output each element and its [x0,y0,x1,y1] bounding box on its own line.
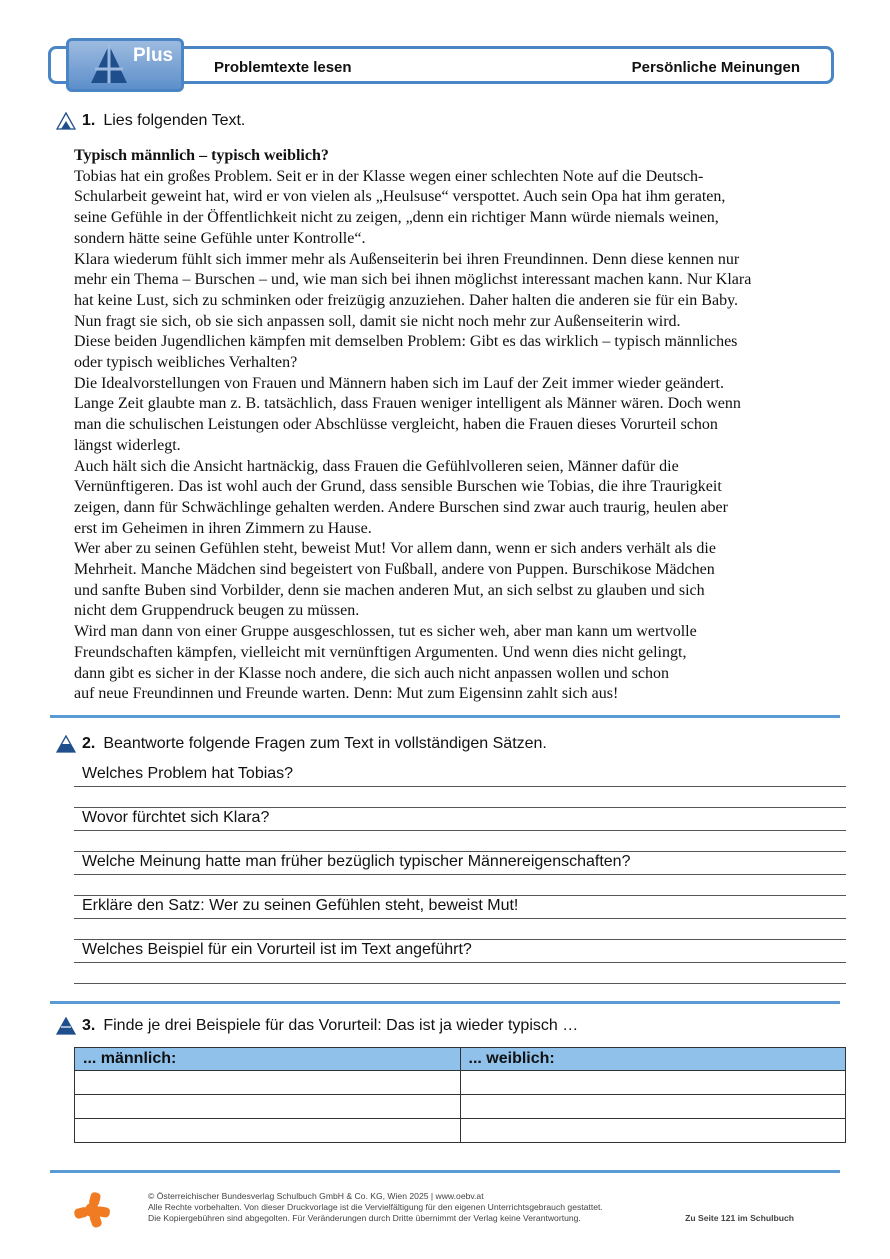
reading-line: Diese beiden Jugendlichen kämpfen mit demselben Problem: Gibt es das wirklich – typisch männliches [74,333,738,351]
question-item[interactable] [74,808,846,852]
reading-line: seine Gefühle in der Öffentlichkeit nicht zu zeigen, „denn ein richtiger Mann würde niemals weinen, [74,209,719,227]
answer-cell[interactable] [460,1095,846,1119]
task-number: 2. [82,735,96,752]
reading-line: Klara wiederum fühlt sich immer mehr als Außenseiterin bei ihren Freundinnen. Denn diese kennen nur [74,250,740,268]
task-2-heading [56,735,547,753]
plus-logo [66,38,184,92]
reading-line: Wird man dann von einer Gruppe ausgeschlossen, tut es sicher weh, aber man kann um wertvolle [74,623,697,641]
answer-line [74,786,846,787]
task-number: 3. [82,1017,96,1034]
level-triangle-icon [56,112,76,130]
task-1-heading [56,112,245,130]
reading-text [74,146,844,705]
answer-cell[interactable] [75,1119,461,1143]
footer-line: Die Kopiergebühren sind abgegolten. Für Veränderungen durch Dritte übernimmt der Verlag keine Verantwortung. [148,1213,581,1223]
answer-line [74,918,846,919]
task-instruction: Finde je drei Beispiele für das Vorurteil: Das ist ja wieder typisch … [103,1017,579,1034]
column-header-female: ... weiblich: [460,1048,846,1071]
reading-title: Typisch männlich – typisch weiblich? [74,147,329,164]
answer-cell[interactable] [75,1095,461,1119]
question-list [74,764,846,984]
question-text: Welche Meinung hatte man früher bezüglich typischer Männereigenschaften? [82,853,631,870]
answer-cell[interactable] [460,1071,846,1095]
section-divider [50,1170,840,1173]
header-left-title: Problemtexte lesen [214,59,352,76]
reading-line: nicht dem Gruppendruck beugen zu müssen. [74,602,360,620]
column-header-male: ... männlich: [75,1048,461,1071]
question-item[interactable] [74,896,846,940]
reading-line: Die Idealvorstellungen von Frauen und Männern haben sich im Lauf der Zeit immer wieder geändert. [74,374,724,392]
logo-text: Plus [133,45,174,66]
answer-line [74,983,846,984]
reading-line: Freundschaften kämpfen, vielleicht mit vernünftigen Argumenten. Und wenn dies nicht gelingt, [74,643,687,661]
section-divider [50,715,840,718]
task-instruction: Lies folgenden Text. [103,112,246,129]
reading-line: Mehrheit. Manche Mädchen sind begeistert von Fußball, andere von Puppen. Burschikose Mädchen [74,561,715,579]
reading-line: Nun fragt sie sich, ob sie sich anpassen soll, damit sie nicht noch mehr zur Außenseiterin wird. [74,312,681,330]
reading-line: Auch hält sich die Ansicht hartnäckig, dass Frauen die Gefühlvolleren seien, Männer dafür die [74,457,679,475]
level-triangle-icon [56,735,76,753]
schoolbook-reference: Zu Seite 121 im Schulbuch [685,1213,794,1223]
reading-line: sondern hätte seine Gefühle unter Kontrolle“. [74,229,366,247]
reading-line: Schularbeit geweint hat, wird er von vielen als „Heulsuse“ verspottet. Auch sein Opa hat ihm geraten, [74,188,726,206]
question-item[interactable] [74,940,846,984]
reading-line: und sanfte Buben sind Vorbilder, denn sie machen anderen Mut, an sich selbst zu glauben und sich [74,581,705,599]
task-instruction: Beantworte folgende Fragen zum Text in vollständigen Sätzen. [103,735,547,752]
header-right-title: Persönliche Meinungen [631,59,800,76]
reading-line: Vernünftigeren. Das ist wohl auch der Grund, dass sensible Burschen wie Tobias, die ihre Traurigkeit [74,478,722,496]
reading-line: dann gibt es sicher in der Klasse noch andere, die sich auch nicht anpassen wollen und schon [74,664,669,682]
publisher-logo-icon [72,1190,112,1230]
reading-body [74,167,844,705]
reading-line: oder typisch weibliches Verhalten? [74,354,298,372]
section-divider [50,1001,840,1004]
task-number: 1. [82,112,96,129]
footer-copyright [148,1191,603,1224]
level-triangle-icon [56,1017,76,1035]
reading-line: zeigen, dann für Schwächlinge gehalten werden. Andere Burschen sind zwar auch traurig, heulen aber [74,498,728,516]
reading-line: auf neue Freundinnen und Freunde warten. Denn: Mut zum Eigensinn zahlt sich aus! [74,685,619,703]
footer-line: Alle Rechte vorbehalten. Von dieser Druckvorlage ist die Vervielfältigung für den eigenen Unterrichtsgebrauch gestattet. [148,1202,603,1212]
footer-line: © Österreichischer Bundesverlag Schulbuch GmbH & Co. KG, Wien 2025 | www.oebv.at [148,1191,484,1201]
task-3-heading [56,1017,578,1035]
answer-line [74,962,846,963]
table-row [75,1071,846,1095]
reading-line: Lange Zeit glaubte man z. B. tatsächlich, dass Frauen weniger intelligent als Männer wären. Doch wenn [74,395,741,413]
reading-line: mehr ein Thema – Burschen – und, wie man sich bei ihnen möglichst interessant machen kann. Nur Klara [74,271,752,289]
question-text: Erkläre den Satz: Wer zu seinen Gefühlen steht, beweist Mut! [82,897,519,914]
reading-line: Tobias hat ein großes Problem. Seit er in der Klasse wegen einer schlechten Note auf die Deutsch- [74,167,704,185]
prejudice-table [74,1047,846,1143]
answer-line [74,874,846,875]
question-text: Welches Beispiel für ein Vorurteil ist im Text angeführt? [82,941,472,958]
table-row [75,1119,846,1143]
answer-cell[interactable] [460,1119,846,1143]
reading-line: Wer aber zu seinen Gefühlen steht, beweist Mut! Vor allem dann, wenn er sich anders verhält als die [74,540,716,558]
question-item[interactable] [74,852,846,896]
reading-line: hat keine Lust, sich zu schminken oder freizügig anzuziehen. Daher halten die anderen sie für ein Baby. [74,291,739,309]
table-row [75,1095,846,1119]
question-text: Wovor fürchtet sich Klara? [82,809,270,826]
question-item[interactable] [74,764,846,808]
question-text: Welches Problem hat Tobias? [82,765,294,782]
reading-line: erst im Geheimen in ihren Zimmern zu Hause. [74,519,372,537]
answer-line [74,830,846,831]
reading-line: längst widerlegt. [74,436,181,454]
reading-line: man die schulischen Leistungen oder Abschlüsse vergleicht, haben die Frauen dieses Vorurteil schon [74,416,718,434]
answer-cell[interactable] [75,1071,461,1095]
